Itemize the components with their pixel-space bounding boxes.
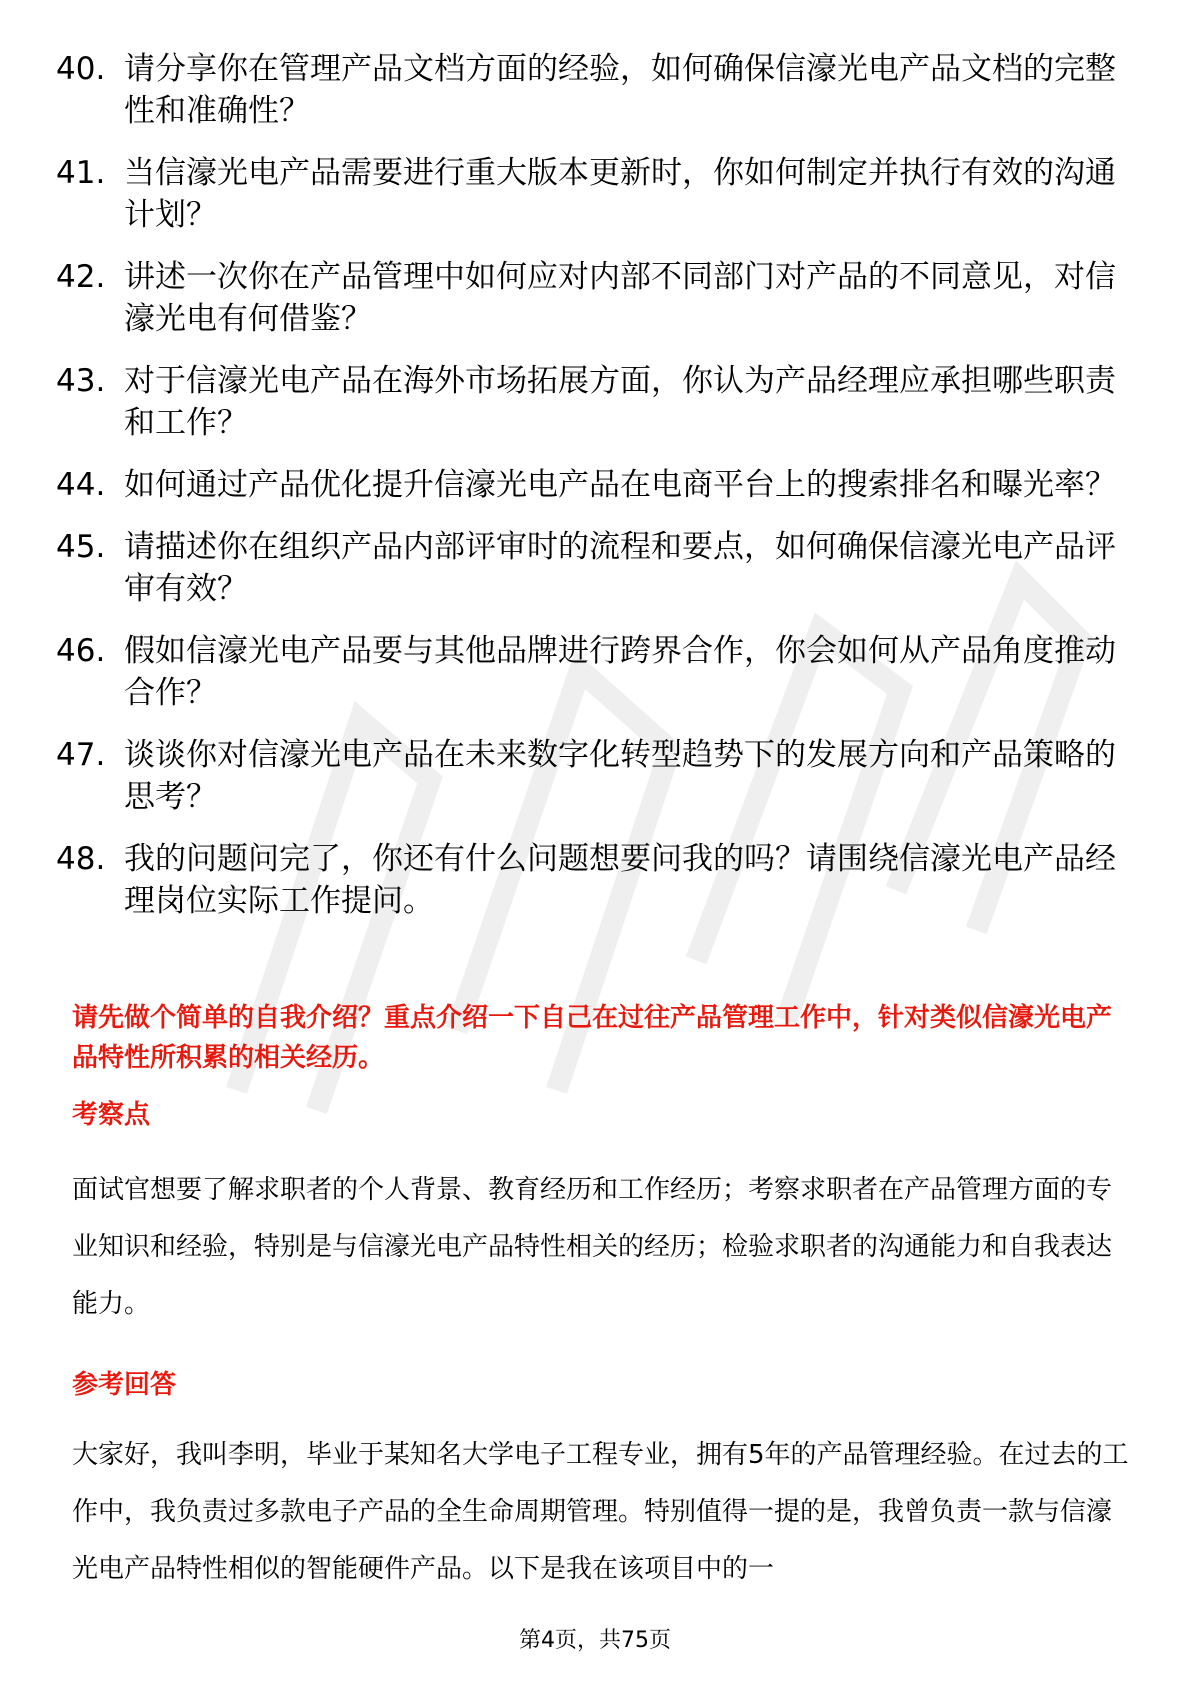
intro-question-heading: 请先做个简单的自我介绍？重点介绍一下自己在过往产品管理工作中，针对类似信濠光电产品特性所积累的相关经历。 <box>72 1003 1113 1073</box>
question-number: 42. <box>56 259 106 295</box>
question-item <box>56 838 1136 922</box>
question-item <box>56 464 1136 506</box>
assessment-points-text: 面试官想要了解求职者的个人背景、教育经历和工作经历；考察求职者在产品管理方面的专业知识和经验，特别是与信濠光电产品特性相关的经历；检验求职者的沟通能力和自我表达能力。 <box>72 1175 1113 1319</box>
question-number: 41. <box>56 155 106 191</box>
question-number: 44. <box>56 467 106 503</box>
question-item <box>56 734 1136 818</box>
question-number: 40. <box>56 51 106 87</box>
question-list <box>56 48 1136 942</box>
question-number: 47. <box>56 737 106 773</box>
question-text: 如何通过产品优化提升信濠光电产品在电商平台上的搜索排名和曝光率？ <box>124 467 1116 503</box>
question-text: 谈谈你对信濠光电产品在未来数字化转型趋势下的发展方向和产品策略的思考？ <box>124 737 1116 815</box>
question-item <box>56 152 1136 236</box>
question-number: 45. <box>56 529 106 565</box>
question-text: 当信濠光电产品需要进行重大版本更新时，你如何制定并执行有效的沟通计划？ <box>124 155 1116 233</box>
question-item <box>56 48 1136 132</box>
question-number: 46. <box>56 633 106 669</box>
page-number-footer: 第4页，共75页 <box>519 1628 671 1653</box>
question-text: 请描述你在组织产品内部评审时的流程和要点，如何确保信濠光电产品评审有效？ <box>124 529 1116 607</box>
question-text: 对于信濠光电产品在海外市场拓展方面，你认为产品经理应承担哪些职责和工作？ <box>124 363 1116 441</box>
question-item <box>56 256 1136 340</box>
question-text: 请分享你在管理产品文档方面的经验，如何确保信濠光电产品文档的完整性和准确性？ <box>124 51 1116 129</box>
reference-answer-title: 参考回答 <box>72 1370 177 1400</box>
question-number: 43. <box>56 363 106 399</box>
question-item <box>56 630 1136 714</box>
question-item <box>56 526 1136 610</box>
reference-answer-text: 大家好，我叫李明，毕业于某知名大学电子工程专业，拥有5年的产品管理经验。在过去的工作中，我负责过多款电子产品的全生命周期管理。特别值得一提的是，我曾负责一款与信濠光电产品特性相似的智能硬件产品。以下是我在该项目中的一 <box>72 1440 1129 1584</box>
question-number: 48. <box>56 841 106 877</box>
question-text: 我的问题问完了，你还有什么问题想要问我的吗？请围绕信濠光电产品经理岗位实际工作提问。 <box>124 841 1116 919</box>
question-text: 假如信濠光电产品要与其他品牌进行跨界合作，你会如何从产品角度推动合作？ <box>124 633 1116 711</box>
assessment-points-title: 考察点 <box>72 1100 151 1130</box>
question-item <box>56 360 1136 444</box>
question-text: 讲述一次你在产品管理中如何应对内部不同部门对产品的不同意见，对信濠光电有何借鉴？ <box>124 259 1116 337</box>
